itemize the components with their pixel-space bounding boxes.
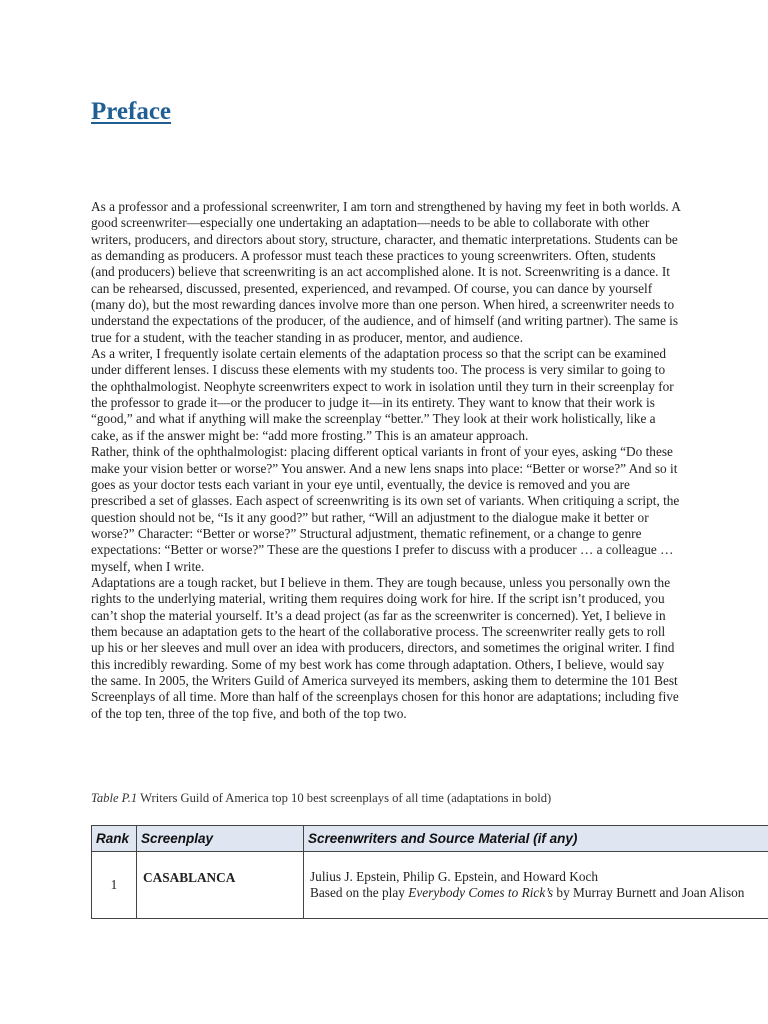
source-title: Everybody Comes to Rick’s bbox=[408, 885, 554, 900]
table-header-row bbox=[92, 826, 768, 852]
table-caption bbox=[91, 791, 551, 806]
screenplays-table bbox=[91, 825, 768, 919]
header-screenplay: Screenplay bbox=[137, 826, 304, 852]
source-prefix: Based on the play bbox=[310, 885, 409, 900]
paragraph: As a professor and a professional screenwriter, I am torn and strengthened by having my feet in both worlds. A good screenwriter—especially one undertaking an adaptation—needs to be able to collaborate with other writers, producers, and directors about story, structure, character, and thematic interpretations. Students can be as demanding as producers. A professor must teach these practices to young screenwriters. Often, students (and producers) believe that screenwriting is an act accomplished alone. It is not. Screenwriting is a dance. It can be rehearsed, discussed, presented, experienced, and revamped. Of course, you can dance by yourself (many do), but the most rewarding dances involve more than one person. When hired, a screenwriter needs to understand the expectations of the producer, of the audience, and of himself (and writing partner). The same is true for a student, with the teacher standing in as producer, mentor, and audience. bbox=[91, 199, 681, 345]
screenwriters-line: Julius J. Epstein, Philip G. Epstein, and Howard Koch bbox=[310, 869, 599, 884]
page-title: Preface bbox=[91, 98, 172, 125]
rank-cell: 1 bbox=[92, 852, 137, 919]
source-cell bbox=[304, 852, 768, 919]
table-row bbox=[92, 852, 768, 919]
paragraph: Rather, think of the ophthalmologist: placing different optical variants in front of your eyes, asking “Do these make your vision better or worse?” You answer. And a new lens snaps into place: “Better or worse?” And so it goes as your doctor tests each variant in your eye until, eventually, the device is removed and you are prescribed a set of glasses. Each aspect of screenwriting is its own set of variants. When critiquing a script, the question should not be, “Is it any good?” but rather, “Will an adjustment to the dialogue make it better or worse?” Character: “Better or worse?” Structural adjustment, thematic refinement, or a change to genre expectations: “Better or worse?” These are the questions I prefer to discuss with a producer … a colleague … myself, when I write. bbox=[91, 444, 680, 574]
header-source: Screenwriters and Source Material (if any) bbox=[304, 826, 768, 852]
table-caption-label: Table P.1 bbox=[91, 791, 138, 805]
table-caption-text: Writers Guild of America top 10 best screenplays of all time (adaptations in bold) bbox=[137, 791, 552, 805]
source-suffix: by Murray Burnett and Joan Alison bbox=[553, 885, 745, 900]
screenplay-cell: CASABLANCA bbox=[137, 852, 304, 919]
header-rank: Rank bbox=[92, 826, 137, 852]
preface-body bbox=[91, 199, 681, 722]
document-page bbox=[91, 0, 768, 1024]
paragraph: As a writer, I frequently isolate certain elements of the adaptation process so that the script can be examined under different lenses. I discuss these elements with my students too. The process is very similar to going to the ophthalmologist. Neophyte screenwriters expect to work in isolation until they turn in their screenplay for the professor to grade it—or the producer to judge it—in its entirety. They want to know that their work is “good,” and what if anything will make the screenplay “better.” They look at their work holistically, like a cake, as if the answer might be: “add more frosting.” This is an amateur approach. bbox=[91, 346, 674, 443]
paragraph: Adaptations are a tough racket, but I believe in them. They are tough because, unless you personally own the rights to the underlying material, writing them requires doing work for hire. If the script isn’t produced, you can’t shop the material yourself. It’s a dead project (as far as the screenwriter is concerned). Yet, I believe in them because an adaptation gets to the heart of the collaborative process. The screenwriter really gets to roll up his or her sleeves and mull over an idea with producers, directors, and sometimes the original writer. I find this incredibly rewarding. Some of my best work has come through adaptation. Others, I believe, would say the same. In 2005, the Writers Guild of America surveyed its members, asking them to determine the 101 Best Screenplays of all time. More than half of the screenplays chosen for this honor are adaptations; including five of the top ten, three of the top five, and both of the top two. bbox=[91, 574, 679, 721]
source-material-line bbox=[310, 885, 768, 901]
